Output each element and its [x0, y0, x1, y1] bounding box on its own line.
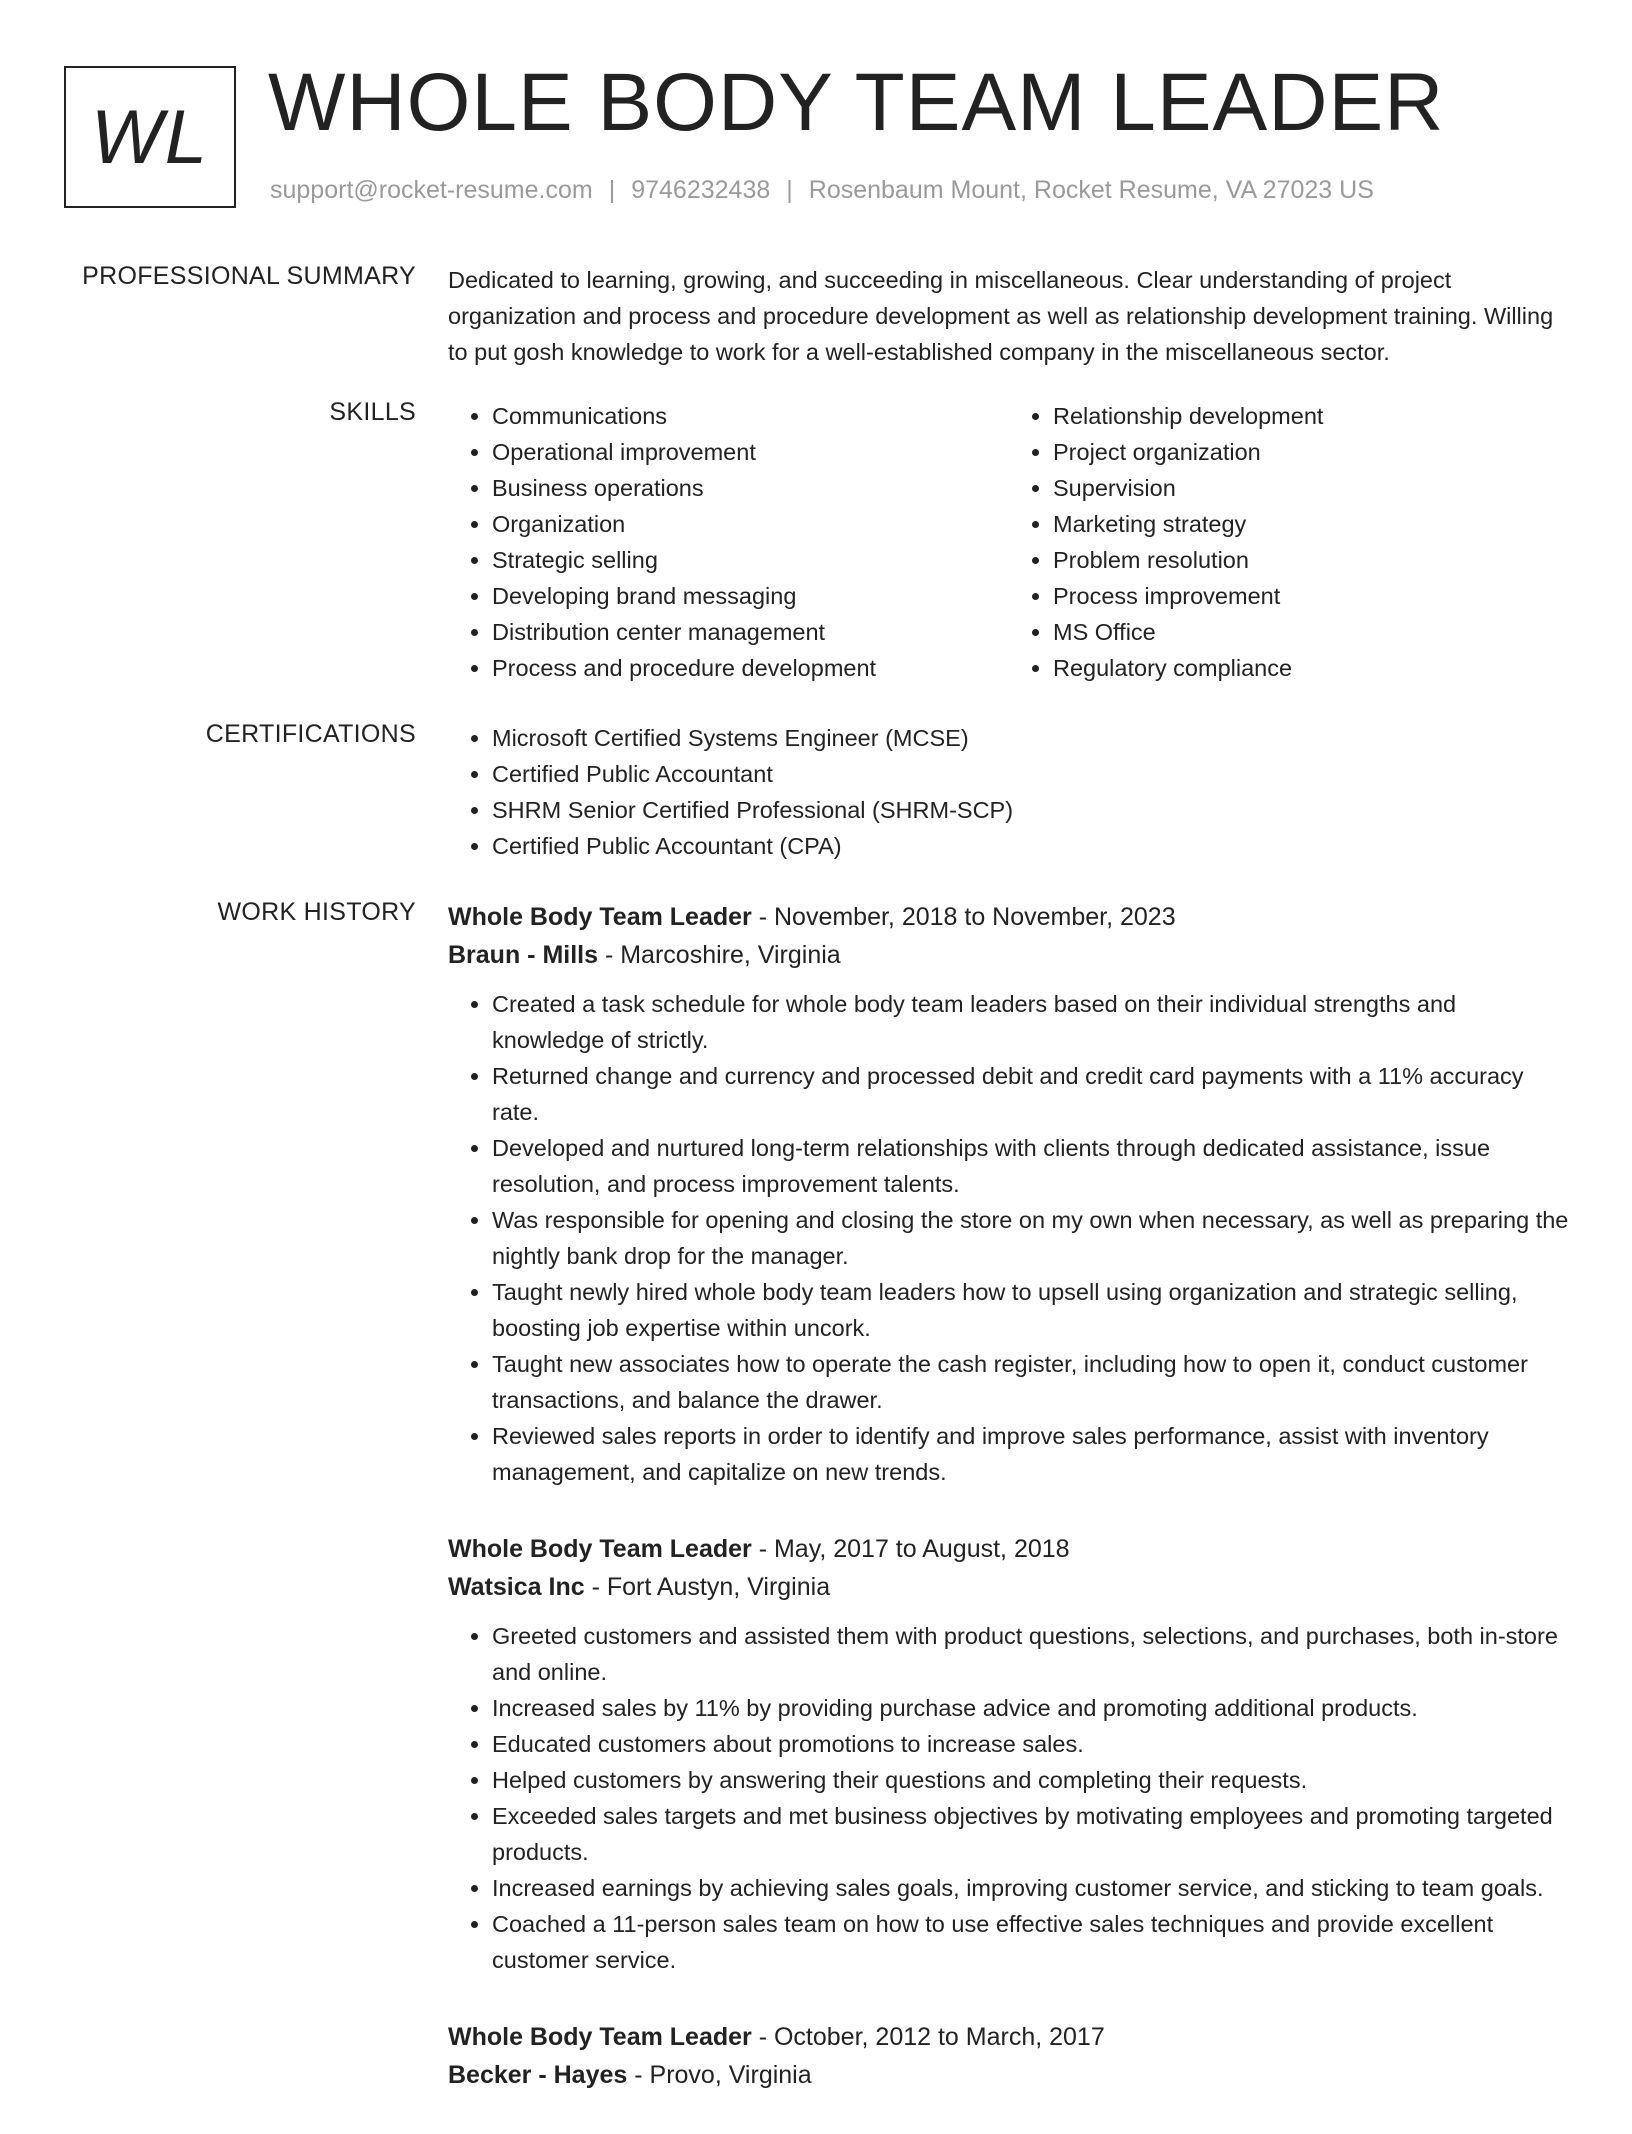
job-company: Becker - Hayes	[448, 2061, 628, 2089]
work-history-body	[448, 898, 1570, 2134]
job-company: Braun - Mills	[448, 941, 599, 969]
skill-item: • Process improvement	[1053, 578, 1570, 614]
work-history-heading: WORK HISTORY	[217, 898, 416, 926]
resume-title: WHOLE BODY TEAM LEADER	[268, 57, 1445, 148]
job-bullet: • Taught new associates how to operate the cash register, including how to open it, conduct customer transactions, and balance the drawer.	[492, 1346, 1570, 1418]
job-bullet: • Taught newly hired whole body team leaders how to upsell using organization and strategic selling, boosting job expertise within uncork.	[492, 1274, 1570, 1346]
job-bullets	[448, 986, 1570, 1490]
job-title-line	[448, 2018, 1570, 2056]
certifications-body	[448, 720, 1570, 864]
job-bullet: • Developed and nurtured long-term relationships with clients through dedicated assistance, issue resolution, and process improvement talents.	[492, 1130, 1570, 1202]
summary-text: Dedicated to learning, growing, and succeeding in miscellaneous. Clear understanding of project organization and process and procedure development as well as relationship development training. Willing to put gosh knowledge to work for a well-established company in the miscellaneous sector.	[448, 267, 1554, 365]
certification-item: • Certified Public Accountant	[492, 756, 1570, 792]
skill-item: • Marketing strategy	[1053, 506, 1570, 542]
summary-heading: PROFESSIONAL SUMMARY	[82, 262, 416, 290]
skills-list-right	[1009, 398, 1570, 686]
contact-separator: |	[786, 176, 793, 204]
job-entry	[448, 1530, 1570, 1978]
skill-item: • Organization	[492, 506, 1009, 542]
job-bullets	[448, 1618, 1570, 1978]
job-bullet: • Created a task schedule for whole body team leaders based on their individual strengths and knowledge of strictly.	[492, 986, 1570, 1058]
contact-address: Rosenbaum Mount, Rocket Resume, VA 27023 US	[808, 176, 1374, 204]
job-bullet: • Increased sales by 11% by providing purchase advice and promoting additional products.	[492, 1690, 1570, 1726]
skill-item: • Developing brand messaging	[492, 578, 1009, 614]
job-bullet: • Coached a 11-person sales team on how to use effective sales techniques and provide excellent customer service.	[492, 1906, 1570, 1978]
skill-item: • Communications	[492, 398, 1009, 434]
skill-item: • Problem resolution	[1053, 542, 1570, 578]
job-bullet: • Educated customers about promotions to increase sales.	[492, 1726, 1570, 1762]
job-bullet: • Returned change and currency and processed debit and credit card payments with a 11% accuracy rate.	[492, 1058, 1570, 1130]
certification-item: • SHRM Senior Certified Professional (SHRM-SCP)	[492, 792, 1570, 828]
skill-item: • Project organization	[1053, 434, 1570, 470]
job-entry	[448, 2018, 1570, 2094]
job-title: Whole Body Team Leader	[448, 2023, 752, 2051]
job-title: Whole Body Team Leader	[448, 1535, 752, 1563]
contact-email[interactable]: support@rocket-resume.com	[270, 176, 593, 204]
job-dates: - October, 2012 to March, 2017	[751, 2023, 1105, 2051]
skill-item: • Strategic selling	[492, 542, 1009, 578]
job-title-line	[448, 898, 1570, 936]
job-dates: - November, 2018 to November, 2023	[751, 903, 1176, 931]
job-bullet: • Was responsible for opening and closing the store on my own when necessary, as well as preparing the nightly bank drop for the manager.	[492, 1202, 1570, 1274]
skill-item: • Regulatory compliance	[1053, 650, 1570, 686]
job-location: - Marcoshire, Virginia	[598, 941, 841, 969]
job-location: - Fort Austyn, Virginia	[584, 1573, 831, 1601]
skill-item: • Business operations	[492, 470, 1009, 506]
job-company-line	[448, 1568, 1570, 1606]
job-title-line	[448, 1530, 1570, 1568]
monogram-logo: WL	[64, 66, 236, 208]
certification-item: • Certified Public Accountant (CPA)	[492, 828, 1570, 864]
job-bullet: • Exceeded sales targets and met business objectives by motivating employees and promoting targeted products.	[492, 1798, 1570, 1870]
certification-item: • Microsoft Certified Systems Engineer (MCSE)	[492, 720, 1570, 756]
job-entry	[448, 898, 1570, 1490]
skill-item: • Operational improvement	[492, 434, 1009, 470]
skill-item: • Relationship development	[1053, 398, 1570, 434]
job-title: Whole Body Team Leader	[448, 903, 752, 931]
skill-item: • MS Office	[1053, 614, 1570, 650]
job-bullet: • Greeted customers and assisted them with product questions, selections, and purchases, both in-store and online.	[492, 1618, 1570, 1690]
certifications-heading: CERTIFICATIONS	[205, 720, 416, 748]
skill-item: • Supervision	[1053, 470, 1570, 506]
job-bullet: • Increased earnings by achieving sales goals, improving customer service, and sticking to team goals.	[492, 1870, 1570, 1906]
skills-heading: SKILLS	[329, 398, 416, 426]
job-company: Watsica Inc	[448, 1573, 585, 1601]
contact-line	[270, 176, 1374, 205]
job-bullet: • Helped customers by answering their questions and completing their requests.	[492, 1762, 1570, 1798]
job-company-line	[448, 936, 1570, 974]
contact-separator: |	[608, 176, 616, 204]
job-company-line	[448, 2056, 1570, 2094]
skills-columns	[448, 398, 1570, 686]
certifications-list	[448, 720, 1570, 864]
contact-phone[interactable]: 9746232438	[631, 176, 771, 204]
skill-item: • Process and procedure development	[492, 650, 1009, 686]
skill-item: • Distribution center management	[492, 614, 1009, 650]
job-location: - Provo, Virginia	[627, 2061, 812, 2089]
job-dates: - May, 2017 to August, 2018	[751, 1535, 1070, 1563]
skills-list-left	[448, 398, 1009, 686]
job-bullet: • Reviewed sales reports in order to identify and improve sales performance, assist with inventory management, and capitalize on new trends.	[492, 1418, 1570, 1490]
